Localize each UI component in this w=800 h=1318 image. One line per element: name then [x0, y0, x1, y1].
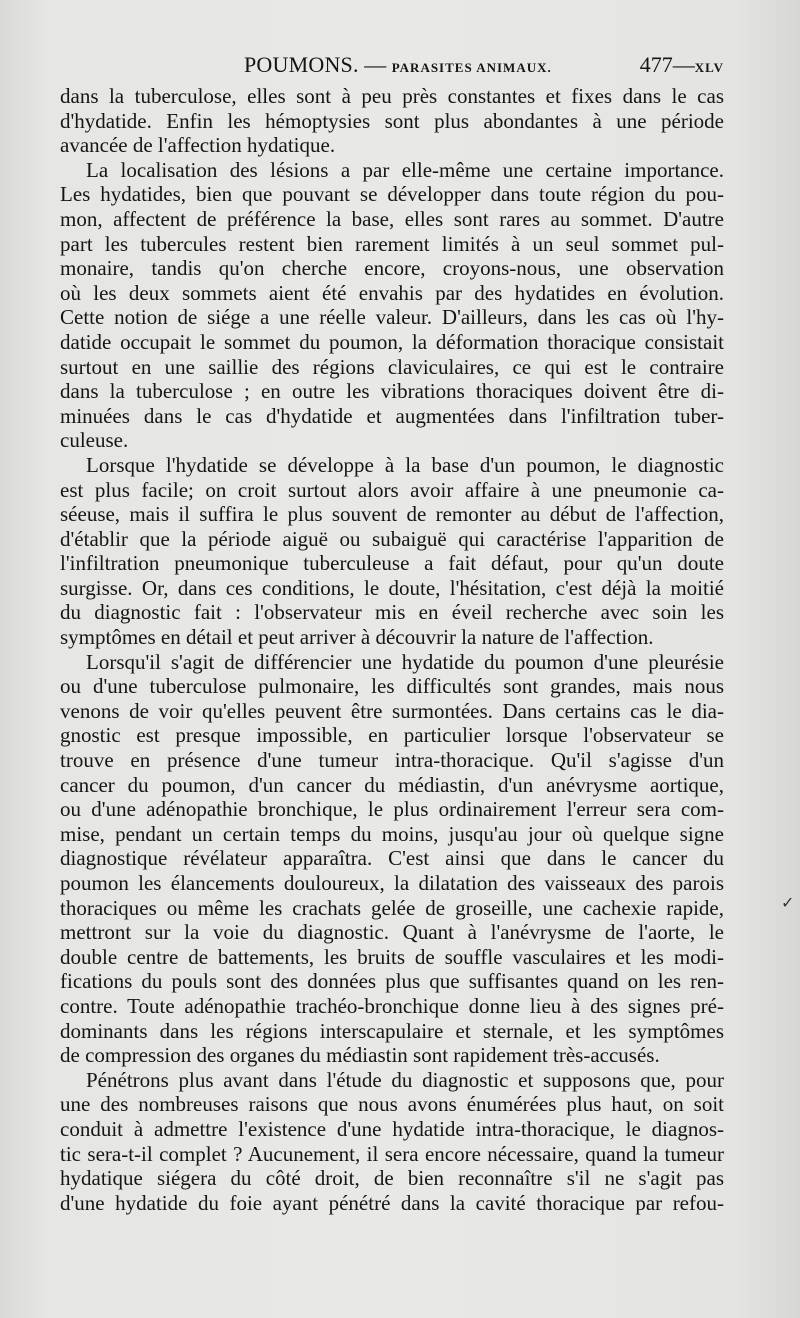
text-line: du diagnostic fait : l'observateur mis en éveil recherche avec soin les [60, 600, 724, 625]
text-line: fications du pouls sont des données plus que suffisantes quand on les ren- [60, 969, 724, 994]
text-line: Lorsqu'il s'agit de différencier une hydatide du poumon d'une pleurésie [86, 649, 724, 674]
body-text [60, 84, 724, 1215]
header-subtitle: PARASITES ANIMAUX. [391, 60, 552, 75]
margin-mark: ✓ [781, 895, 795, 912]
running-header [60, 48, 724, 82]
page-number-arabic: 477— [639, 52, 695, 77]
text-line: La localisation des lésions a par elle-même une certaine importance. [86, 157, 724, 182]
header-main-title: POUMONS. [244, 52, 359, 77]
text-line: gnostic est presque impossible, en particulier lorsque l'observateur se [60, 723, 724, 748]
text-line: l'infiltration pneumonique tuberculeuse a fait défaut, pour qu'un doute [60, 551, 724, 576]
text-line: Cette notion de siége a une réelle valeur. D'ailleurs, dans les cas où l'hy- [60, 305, 724, 330]
text-line: monaire, tandis qu'on cherche encore, croyons-nous, une observation [60, 256, 724, 281]
header-title [244, 48, 552, 85]
text-line: symptômes en détail et peut arriver à découvrir la nature de l'affection. [60, 625, 654, 650]
text-line: cancer du poumon, d'un cancer du médiastin, d'un anévrysme aortique, [60, 772, 724, 797]
text-line: d'hydatide. Enfin les hémoptysies sont plus abondantes à une période [60, 108, 724, 133]
text-line: part les tubercules restent bien rarement limités à un seul sommet pul- [60, 231, 724, 256]
text-line: de compression des organes du médiastin sont rapidement très-accusés. [60, 1043, 660, 1068]
text-line: tic sera-t-il complet ? Aucunement, il sera encore nécessaire, quand la tumeur [60, 1141, 724, 1166]
text-line: séeuse, mais il suffira le plus souvent de remonter au début de l'affection, [60, 502, 724, 527]
text-line: diagnostique révélateur apparaîtra. C'est ainsi que dans le cancer du [60, 846, 724, 871]
text-line: où les deux sommets aient été envahis par des hydatides en évolution. [60, 280, 724, 305]
text-line: poumon les élancements douloureux, la dilatation des vaisseaux des parois [60, 871, 724, 895]
page-number [640, 48, 724, 85]
text-line: est plus facile; on croit surtout alors avoir affaire à une pneumonie ca- [60, 477, 724, 502]
header-dash: — [364, 52, 387, 77]
text-line: hydatique siégera du côté droit, de bien reconnaître s'il ne s'agit pas [60, 1166, 724, 1191]
text-line: mon, affectent de préférence la base, elles sont rares au sommet. D'autre [60, 206, 724, 231]
text-line: mettront sur la voie du diagnostic. Quant à l'anévrysme de l'aorte, le [60, 920, 724, 945]
text-line: avancée de l'affection hydatique. [60, 133, 336, 158]
text-line: double centre de battements, les bruits de souffle vasculaires et les modi- [60, 944, 724, 969]
text-line: Lorsque l'hydatide se développe à la base d'un poumon, le diagnostic [86, 452, 724, 477]
text-line: mise, pendant un certain temps du moins, jusqu'au jour où quelque signe [60, 821, 724, 846]
text-line: d'une hydatide du foie ayant pénétré dans la cavité thoracique par refou- [60, 1190, 724, 1215]
text-line: surgisse. Or, dans ces conditions, le doute, l'hésitation, c'est déjà la moitié [60, 575, 724, 600]
text-line: Pénétrons plus avant dans l'étude du diagnostic et supposons que, pour [86, 1067, 724, 1092]
text-line: minuées dans le cas d'hydatide et augmentées dans l'infiltration tuber- [60, 403, 724, 428]
text-line: thoraciques ou même les crachats gelée de groseille, une cachexie rapide, [60, 895, 724, 920]
text-line: ou d'une tuberculose pulmonaire, les difficultés sont grandes, mais nous [60, 674, 724, 699]
text-line: Les hydatides, bien que pouvant se développer dans toute région du pou- [60, 182, 724, 207]
text-line: contre. Toute adénopathie trachéo-bronchique donne lieu à des signes pré- [60, 993, 724, 1018]
text-line: dominants dans les régions interscapulaire et sternale, et les symptômes [60, 1018, 724, 1043]
text-line: dans la tuberculose, elles sont à peu près constantes et fixes dans le cas [60, 84, 724, 108]
text-line: une des nombreuses raisons que nous avons énumérées plus haut, on soit [60, 1092, 724, 1117]
text-line: ou d'une adénopathie bronchique, le plus ordinairement l'erreur sera com- [60, 797, 724, 822]
text-line: surtout en une saillie des régions claviculaires, ce qui est le contraire [60, 354, 724, 379]
text-line: d'établir que la période aiguë ou subaiguë qui caractérise l'apparition de [60, 526, 724, 551]
text-line: dans la tuberculose ; en outre les vibrations thoraciques doivent être di- [60, 379, 724, 404]
text-line: datide occupait le sommet du poumon, la déformation thoracique consistait [60, 329, 724, 354]
page-number-roman: XLV [694, 60, 724, 75]
text-line: culeuse. [60, 428, 129, 453]
text-line: trouve en présence d'une tumeur intra-thoracique. Qu'il s'agisse d'un [60, 748, 724, 773]
text-line: venons de voir qu'elles peuvent être surmontées. Dans certains cas le dia- [60, 698, 724, 723]
text-line: conduit à admettre l'existence d'une hydatide intra-thoracique, le diagnos- [60, 1116, 724, 1141]
